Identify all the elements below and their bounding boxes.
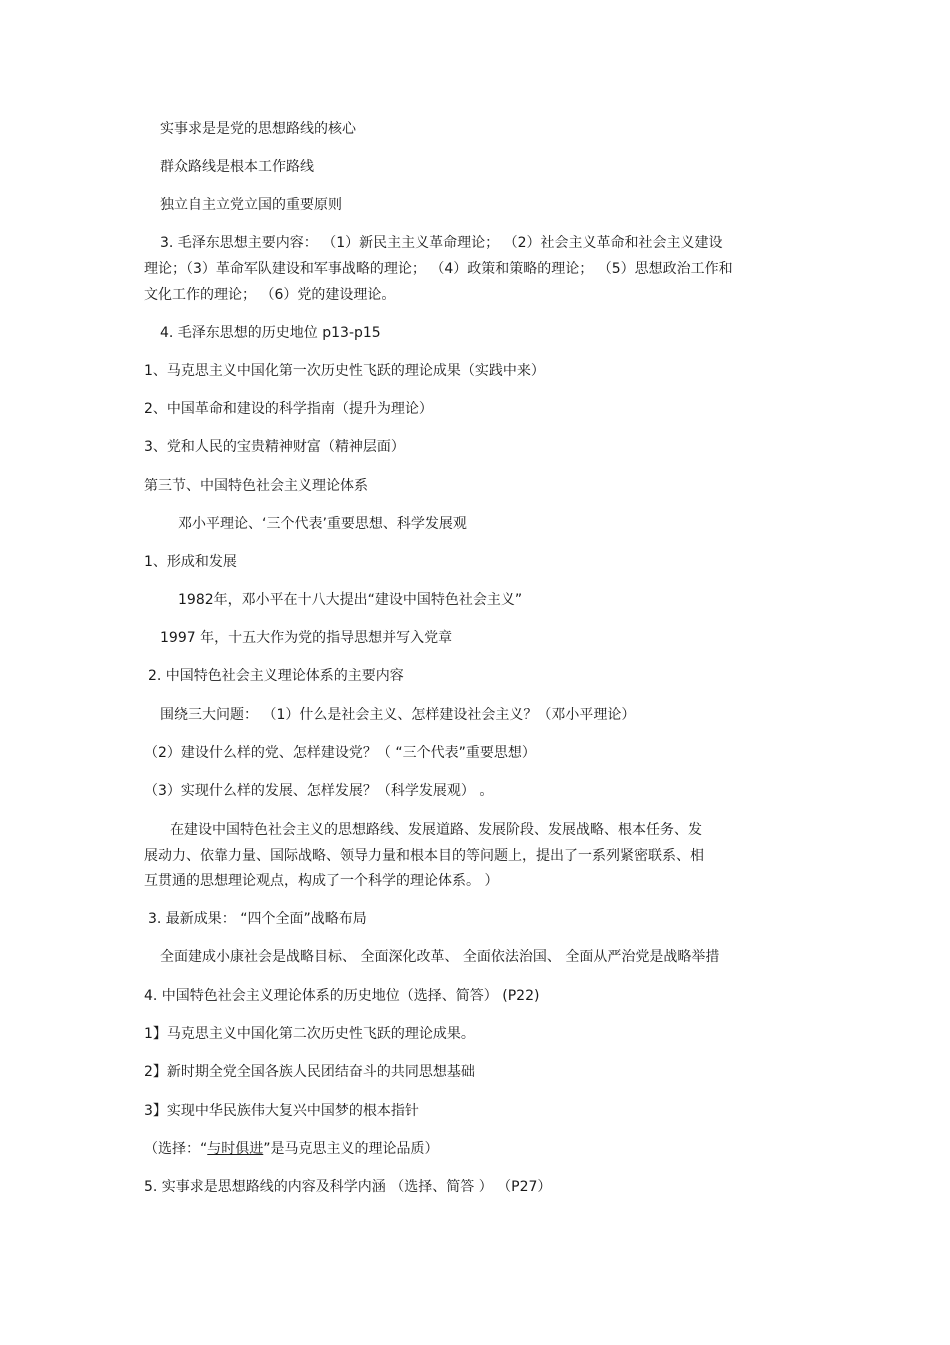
list-item: 2、中国革命和建设的科学指南（提升为理论）	[144, 401, 433, 417]
text-line: 全面建成小康社会是战略目标、 全面深化改革、 全面依法治国、 全面从严治党是战略举措	[160, 949, 720, 965]
note-prefix: （选择：“	[144, 1141, 208, 1157]
text-line: 在建设中国特色社会主义的思想路线、发展道路、发展阶段、发展战略、根本任务、发	[170, 822, 702, 838]
text-line: 群众路线是根本工作路线	[160, 159, 314, 175]
section-heading: 5. 实事求是思想路线的内容及科学内涵 （选择、简答 ） （P27）	[144, 1179, 552, 1195]
text-line: 文化工作的理论； （6）党的建设理论。	[144, 287, 396, 303]
list-item: 3、党和人民的宝贵精神财富（精神层面）	[144, 439, 405, 455]
text-line: 展动力、依靠力量、国际战略、领导力量和根本目的等问题上，提出了一系列紧密联系、相	[144, 848, 704, 864]
note-line	[144, 1140, 439, 1158]
section-heading: 1、形成和发展	[144, 554, 237, 570]
note-suffix: ”是马克思主义的理论品质）	[263, 1141, 439, 1157]
text-line: 3. 毛泽东思想主要内容： （1）新民主主义革命理论； （2）社会主义革命和社会主义建设	[160, 235, 723, 251]
list-item: 3】实现中华民族伟大复兴中国梦的根本指针	[144, 1103, 419, 1119]
section-heading: 第三节、中国特色社会主义理论体系	[144, 478, 368, 494]
section-heading: 2. 中国特色社会主义理论体系的主要内容	[148, 668, 404, 684]
text-line: 1982年，邓小平在十八大提出“建设中国特色社会主义”	[178, 592, 523, 608]
text-line: 围绕三大问题： （1）什么是社会主义、怎样建设社会主义？（邓小平理论）	[160, 707, 636, 723]
section-heading: 4. 中国特色社会主义理论体系的历史地位（选择、简答） (P22)	[144, 988, 540, 1004]
text-line: （2）建设什么样的党、怎样建设党？（ “三个代表”重要思想）	[144, 745, 536, 761]
text-line: 邓小平理论、‘三个代表’重要思想、科学发展观	[178, 516, 467, 532]
list-item: 2】新时期全党全国各族人民团结奋斗的共同思想基础	[144, 1064, 475, 1080]
text-line: 1997 年，十五大作为党的指导思想并写入党章	[160, 630, 453, 646]
section-heading: 3. 最新成果： “四个全面”战略布局	[148, 911, 367, 927]
text-line: 理论；（3）革命军队建设和军事战略的理论； （4）政策和策略的理论； （5）思想政治工作和	[144, 261, 733, 277]
text-line: 实事求是是党的思想路线的核心	[160, 121, 356, 137]
text-line: 独立自主立党立国的重要原则	[160, 197, 342, 213]
section-heading: 4. 毛泽东思想的历史地位 p13-p15	[160, 325, 381, 341]
underlined-term: 与时俱进	[207, 1141, 264, 1157]
list-item: 1、马克思主义中国化第一次历史性飞跃的理论成果（实践中来）	[144, 363, 545, 379]
text-line: （3）实现什么样的发展、怎样发展？（科学发展观） 。	[144, 783, 494, 799]
list-item: 1】马克思主义中国化第二次历史性飞跃的理论成果。	[144, 1026, 475, 1042]
text-line: 互贯通的思想理论观点，构成了一个科学的理论体系。 ）	[144, 873, 499, 889]
